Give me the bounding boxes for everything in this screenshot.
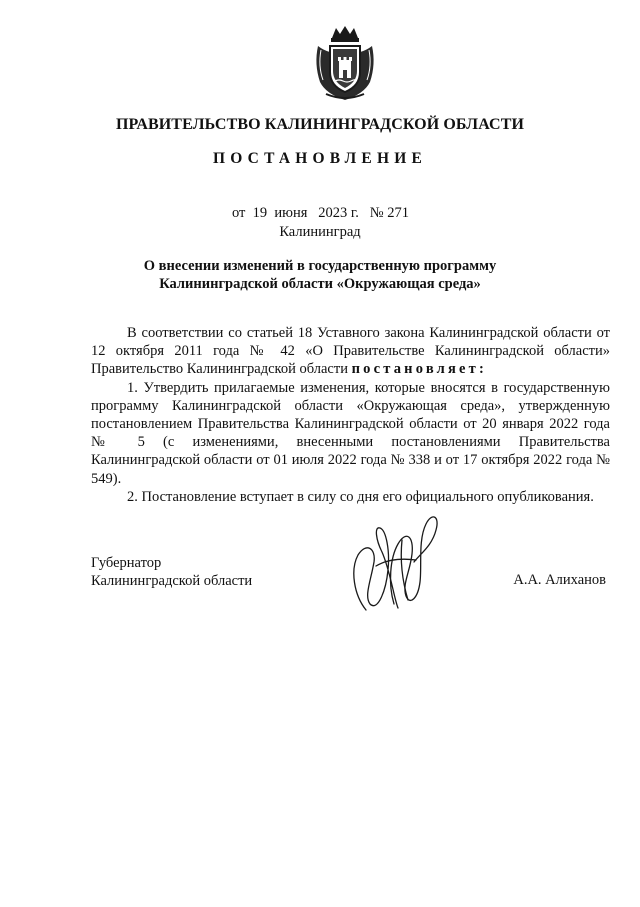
clause-1: 1. Утвердить прилагаемые изменения, которые вносятся в государственную программу Калининградской области «Окружающая среда», утвержденную постановлением Правительства Калининградской области от 20 января 2022 года № 5 (с изменениями, внесенными постановлениями Правительства Калининградской области от 01 июля 2022 года № 338 и от 17 октября 2022 года № 549). xyxy=(91,379,610,487)
government-name: ПРАВИТЕЛЬСТВО КАЛИНИНГРАДСКОЙ ОБЛАСТИ xyxy=(115,116,525,133)
preamble-text: В соответствии со статьей 18 Уставного закона Калининградской области от 12 октября 2011 года № 42 «О Правительстве Калининградской области» Правительство Калининградской области xyxy=(91,325,610,378)
date-and-number: от 19 июня 2023 г. № 271 xyxy=(232,205,409,221)
resolves-word: постановляет: xyxy=(351,361,488,378)
clause-2: 2. Постановление вступает в силу со дня его официального опубликования. xyxy=(127,488,594,505)
city: Калининград xyxy=(279,224,361,240)
preamble-paragraph xyxy=(91,324,610,379)
subject-line-2: Калининградской области «Окружающая среда» xyxy=(159,276,481,292)
document-type: ПОСТАНОВЛЕНИЕ xyxy=(212,150,428,167)
document-subject xyxy=(0,257,640,293)
signer-name: А.А. Алиханов xyxy=(513,572,606,588)
subject-line-1: О внесении изменений в государственную программу xyxy=(143,258,497,274)
coat-of-arms-icon xyxy=(312,24,378,102)
signer-position-line-1: Губернатор xyxy=(91,555,162,571)
signer-position xyxy=(91,555,252,590)
document-body xyxy=(91,324,610,506)
signer-position-line-2: Калининградской области xyxy=(91,572,253,589)
handwritten-signature xyxy=(336,500,446,620)
